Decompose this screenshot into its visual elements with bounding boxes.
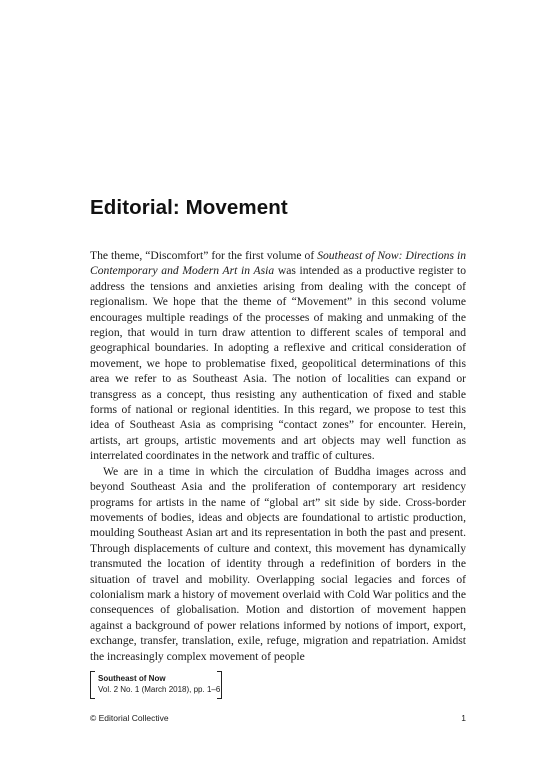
copyright-notice: © Editorial Collective bbox=[90, 713, 169, 723]
journal-issue: Vol. 2 No. 1 (March 2018), pp. 1–6 bbox=[98, 685, 221, 694]
paragraph-1 bbox=[90, 248, 466, 464]
right-bracket bbox=[217, 671, 222, 699]
left-bracket bbox=[90, 671, 95, 699]
paragraph-1-rest: was intended as a productive register to address the tensions and anxieties arising from dealing with the concept of regionalism. We hope that the theme of “Movement” in this second volume encourages multiple readings of the processes of making and unmaking of the region, that would in turn draw attention to different scales of temporal and geographical boundaries. In adopting a reflexive and critical consideration of movement, we hope to problematise fixed, geopolitical determinations of this area we refer to as Southeast Asia. The notion of localities can expand or transgress as a concept, thus resisting any authentication of fixed and stable forms of national or regional identities. In this regard, we propose to test this idea of Southeast Asia as comprising “contact zones” for encounter. Herein, artists, art groups, artistic movements and art objects may well function as interrelated coordinates in the network and traffic of cultures. bbox=[90, 264, 466, 463]
paragraph-1-lead: The theme, “Discomfort” for the first volume of bbox=[90, 249, 318, 262]
journal-name: Southeast of Now bbox=[98, 674, 166, 683]
paragraph-2: We are in a time in which the circulation of Buddha images across and beyond Southeast Asia and the proliferation of contemporary art residency programs for artists in the name of “global art” sit side by side. Cross-border movements of bodies, ideas and objects are foundational to artistic production, moulding Southeast Asian art and its representation in both the past and present. Through displacements of culture and context, this movement has dynamically transmuted the location of identity through a redefinition of borders in the situation of travel and mobility. Overlapping social legacies and forces of colonialism mark a history of movement overlaid with Cold War politics and the consequences of globalisation. Motion and distortion of movement happen against a background of power relations informed by notions of import, export, exchange, transfer, translation, exile, refuge, migration and repatriation. Amidst the increasingly complex movement of people bbox=[90, 464, 466, 663]
page-number: 1 bbox=[461, 713, 466, 723]
journal-citation-text bbox=[98, 673, 220, 695]
journal-title-italic: Southeast of Now: Directions in Contemporary and Modern Art in Asia bbox=[90, 249, 466, 278]
article-body bbox=[90, 248, 466, 664]
article-title: Editorial: Movement bbox=[90, 196, 288, 219]
